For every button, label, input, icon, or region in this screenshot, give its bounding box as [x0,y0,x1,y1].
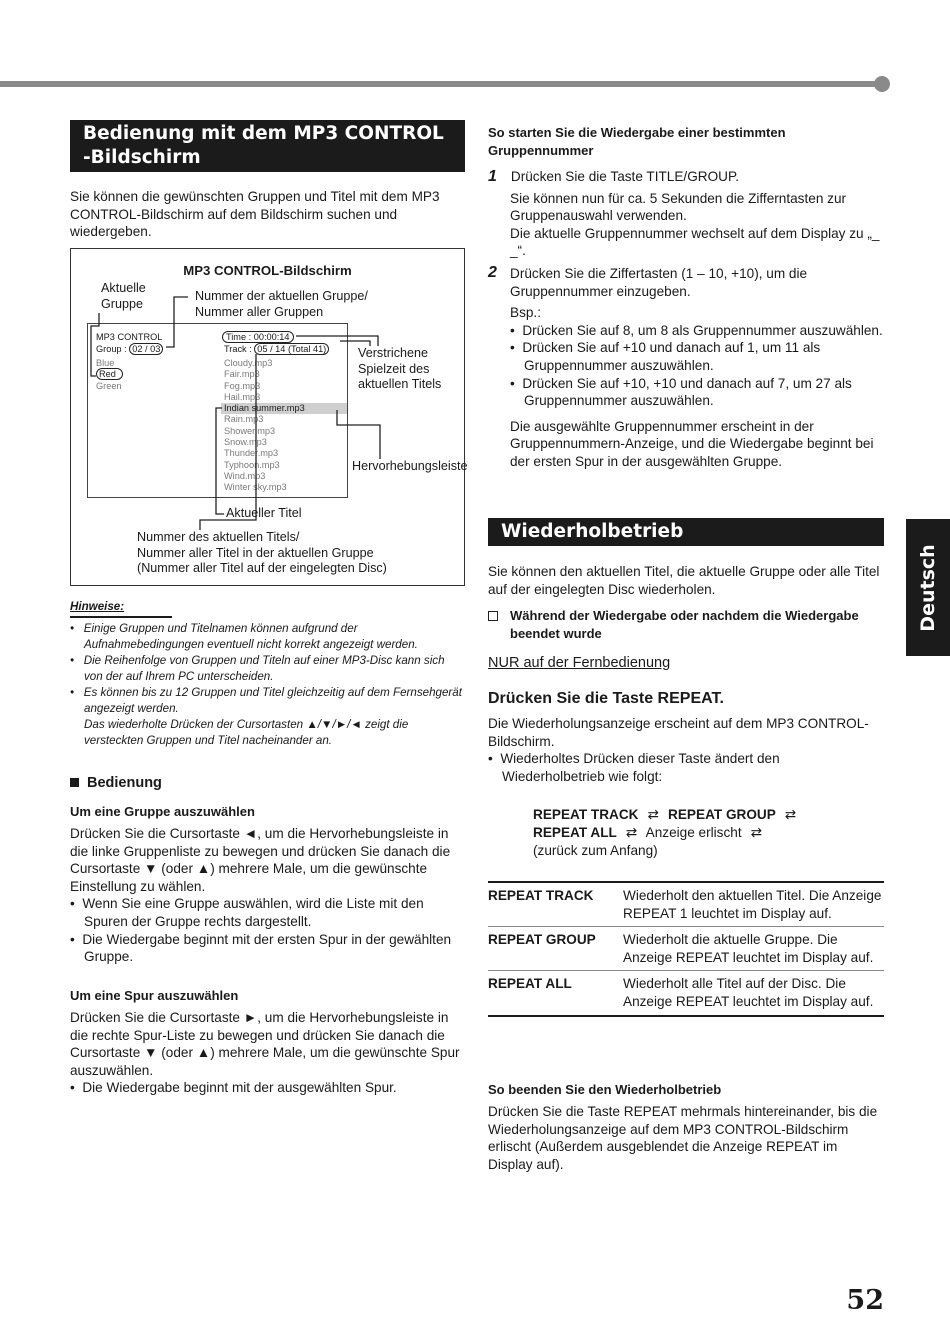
cycle-all: REPEAT ALL [533,825,617,840]
cycle-off: Anzeige erlischt [645,825,742,840]
repeat-mode-table [488,881,884,1017]
label-elapsed-line1: Verstrichene [358,346,429,360]
osd-group-label: Group : [96,344,127,354]
square-bullet-icon [70,778,79,787]
end-repeat-heading: So beenden Sie den Wiederholbetrieb [488,1082,722,1097]
page-number: 52 [846,1285,884,1316]
label-group-number-line2: Nummer aller Gruppen [195,304,324,319]
label-current-group-line2: Gruppe [101,296,144,311]
bedienung-title: Bedienung [87,775,162,791]
repeat-cycle-line1 [533,806,802,824]
step-2-number: 2 [488,264,497,281]
label-elapsed-line3: aktuellen Titels [358,377,442,391]
cycle-back: (zurück zum Anfang) [533,843,658,858]
osd-track-item: Thunder.mp3 [224,448,279,459]
osd-track-item: Cloudy.mp3 [224,358,273,368]
example-text: Drücken Sie auf +10 und danach auf 1, um 11 als Gruppennummer auszuwählen. [522,340,821,373]
example-item: • Drücken Sie auf +10 und danach auf 1, um 11 als Gruppennummer auszuwählen. [510,340,821,373]
osd-track-item: Typhoon.mp3 [224,459,280,470]
diagram-title: MP3 CONTROL-Bildschirm [183,263,352,278]
example-label: Bsp.: [510,305,541,321]
repeat-text: Die Wiederholungsanzeige erscheint auf dem MP3 CONTROL-Bildschirm. [488,716,869,749]
table-desc: Wiederholt alle Titel auf der Disc. Die Anzeige REPEAT leuchtet im Display auf. [623,976,874,1009]
label-highlight-bar: Hervorhebungsleiste [352,459,468,473]
repeat-cycle [533,806,802,860]
label-track-number-line1: Nummer des aktuellen Titels/ [137,530,300,544]
osd-track-label: Track : [224,344,252,354]
step-2-line [488,265,883,300]
intro-text: Sie können die gewünschten Gruppen und Titel mit dem MP3 CONTROL-Bildschirm auf dem Bildschirm suchen und wiedergeben. [70,189,440,240]
note-text: Einige Gruppen und Titelnamen können aufgrund der Aufnahmebedingungen eventuell nicht korrekt angezeigt werden. [83,622,418,651]
step-2-instruction: Drücken Sie die Ziffertasten (1 – 10, +10), um die Gruppennummer einzugeben. [510,266,808,299]
osd-track-item: Winter sky.mp3 [224,482,287,493]
group-bullet-text: Die Wiedergabe beginnt mit der ersten Spur in der gewählten Gruppe. [82,931,452,965]
step-2 [488,265,883,471]
step-2-result: Die ausgewählte Gruppennummer erscheint in der Gruppennummern-Anzeige, und die Wiedergabe beginnt bei der ersten Spur in der ausgewählten Gruppe. [510,418,874,469]
section-title-line2: -Bildschirm [83,147,201,168]
repeat-bullet: • Wiederholtes Drücken dieser Taste ändert den Wiederholbetrieb wie folgt: [488,751,780,784]
label-current-track: Aktueller Titel [226,506,302,520]
repeat-cycle-line2 [533,824,802,842]
osd-title: MP3 CONTROL [96,332,163,342]
note-text: Die Reihenfolge von Gruppen und Titeln auf einer MP3-Disc kann sich von der auf Ihrem PC unterscheiden. [83,654,445,683]
track-select-text: Drücken Sie die Cursortaste ►, um die Hervorhebungsleiste in die rechte Spur-Liste zu bewegen und drücken Sie danach die Cursortaste ▼ (oder ▲) mehrere Male, um die gewünschte Spur auszuwählen. [70,1010,460,1078]
end-repeat-text: Drücken Sie die Taste REPEAT mehrmals hintereinander, bis die Wiederholungsanzeige auf dem MP3 CONTROL-Bildschirm erlischt (Außerdem ausgeblendet die Anzeige REPEAT im Display auf). [488,1104,878,1172]
example-item: • Drücken Sie auf +10, +10 und danach auf 7, um 27 als Gruppennummer auszuwählen. [510,375,852,409]
checkbox-icon [488,611,498,621]
example-list [488,322,883,410]
label-elapsed-line2: Spielzeit des [358,361,430,376]
step-1-instruction: Drücken Sie die Taste TITLE/GROUP. [510,169,740,184]
label-current-group-line1: Aktuelle [101,281,146,295]
section-title-repeat: Wiederholbetrieb [488,518,884,546]
step-1-number: 1 [488,168,497,185]
remote-only-label: NUR auf der Fernbedienung [488,655,671,671]
cycle-arrow-icon: ⇄ [750,825,763,840]
osd-track-item: Wind.mp3 [224,470,266,481]
osd-group-item: Green [96,380,122,391]
example-text: Drücken Sie auf +10, +10 und danach auf 7, um 27 als Gruppennummer auszuwählen. [522,375,852,409]
note-item: • Es können bis zu 12 Gruppen und Titel gleichzeitig auf dem Fernsehgerät angezeigt werden. [70,686,462,715]
start-group-heading: So starten Sie die Wiedergabe einer bestimmten Gruppennummer [488,125,786,158]
step-1-text: Sie können nun für ca. 5 Sekunden die Zifferntasten zur Gruppenauswahl verwenden. [510,190,847,224]
label-track-number-line3: (Nummer aller Titel auf der eingelegten Disc) [137,561,387,575]
osd-track-item: Shower.mp3 [224,425,276,436]
cycle-track: REPEAT TRACK [533,807,639,822]
notes-title: Hinweise: [70,600,125,613]
notes-list [70,621,462,749]
table-mode: REPEAT ALL [488,976,572,992]
table-mode: REPEAT TRACK [488,888,594,903]
example-text: Drücken Sie auf 8, um 8 als Gruppennummer auszuwählen. [522,322,883,338]
table-mode: REPEAT GROUP [488,932,596,948]
osd-track-item: Fog.mp3 [224,380,261,391]
cycle-group: REPEAT GROUP [668,807,776,822]
cycle-arrow-icon: ⇄ [625,825,638,840]
note-continuation: Das wiederholte Drücken der Cursortasten ▲/▼/►/◄ zeigt die versteckten Gruppen und Titel nacheinander an. [84,718,409,747]
osd-time-label: Time : [226,332,252,342]
osd-track-item: Hail.mp3 [224,391,261,402]
bedienung-heading [70,775,162,791]
track-bullet-text: Die Wiedergabe beginnt mit der ausgewählten Spur. [82,1080,397,1096]
osd-track-item-highlighted: Indian summer.mp3 [224,403,305,414]
table-row [488,970,884,1014]
step-1-line [488,168,883,186]
group-bullet-text: Wenn Sie eine Gruppe auswählen, wird die Liste mit den Spuren der Gruppe rechts dargestellt. [82,896,424,929]
language-tab-label: Deutsch [917,543,939,632]
label-track-number-line2: Nummer aller Titel in der aktuellen Gruppe [137,545,374,560]
condition-text: Während der Wiedergabe oder nachdem die Wiedergabe beendet wurde [510,608,859,641]
track-select-block [70,1009,466,1097]
table-row [488,883,884,926]
table-row [488,926,884,970]
note-item: • Die Reihenfolge von Gruppen und Titeln auf einer MP3-Disc kann sich von der auf Ihrem PC unterscheiden. [70,654,445,683]
track-bullet: • Die Wiedergabe beginnt mit der ausgewählten Spur. [70,1080,397,1096]
group-bullet: • Die Wiedergabe beginnt mit der ersten Spur in der gewählten Gruppe. [70,931,452,965]
table-desc: Wiederholt den aktuellen Titel. Die Anzeige REPEAT 1 leuchtet im Display auf. [623,888,882,921]
section-title-line1: Bedienung mit dem MP3 CONTROL [83,123,444,144]
group-select-text: Drücken Sie die Cursortaste ◄, um die Hervorhebungsleiste in die linke Gruppenliste zu bewegen und drücken Sie danach die Cursortaste ▼ (oder ▲) mehrere Male, um die gewünschte Einstellung zu wählen. [70,826,451,894]
osd-time-value: 00:00:14 [253,332,290,342]
cycle-arrow-icon: ⇄ [784,807,797,822]
repeat-description [488,715,884,785]
osd-group-value: 02 / 03 [129,343,163,355]
table-desc: Wiederholt die aktuelle Gruppe. Die Anzeige REPEAT leuchtet im Display auf. [623,932,874,965]
condition-block [488,607,884,643]
note-text: Es können bis zu 12 Gruppen und Titel gleichzeitig auf dem Fernsehgerät angezeigt werden. [83,686,462,715]
osd-track-item: Fair.mp3 [224,369,260,380]
note-item: • Einige Gruppen und Titelnamen können aufgrund der Aufnahmebedingungen eventuell nicht korrekt angezeigt werden. [70,622,418,651]
label-group-number-line1: Nummer der aktuellen Gruppe/ [195,289,368,303]
group-select-heading: Um eine Gruppe auszuwählen [70,804,255,819]
step-1-text2: Die aktuelle Gruppennummer wechselt auf dem Display zu „_ _“. [510,225,880,259]
step-1 [488,168,883,260]
notes-rule [70,616,172,618]
repeat-bullet-text: Wiederholtes Drücken dieser Taste ändert den Wiederholbetrieb wie folgt: [500,751,780,784]
cycle-arrow-icon: ⇄ [647,807,659,822]
group-bullet: • Wenn Sie eine Gruppe auswählen, wird die Liste mit den Spuren der Gruppe rechts dargestellt. [70,896,424,929]
osd-group-item: Blue [96,358,115,368]
osd-group-item-selected-label: Red [96,368,123,380]
osd-track-item: Snow.mp3 [224,437,267,448]
osd-track-value: 05 / 14 (Total 41) [254,343,329,355]
track-select-heading: Um eine Spur auszuwählen [70,988,239,1003]
repeat-intro: Sie können den aktuellen Titel, die aktuelle Gruppe oder alle Titel auf der eingelegten Disc wiederholen. [488,564,880,597]
osd-track-item: Rain.mp3 [224,414,264,425]
example-item: • Drücken Sie auf 8, um 8 als Gruppennummer auszuwählen. [510,322,883,338]
press-repeat-heading: Drücken Sie die Taste REPEAT. [488,690,724,707]
group-select-block [70,825,466,966]
